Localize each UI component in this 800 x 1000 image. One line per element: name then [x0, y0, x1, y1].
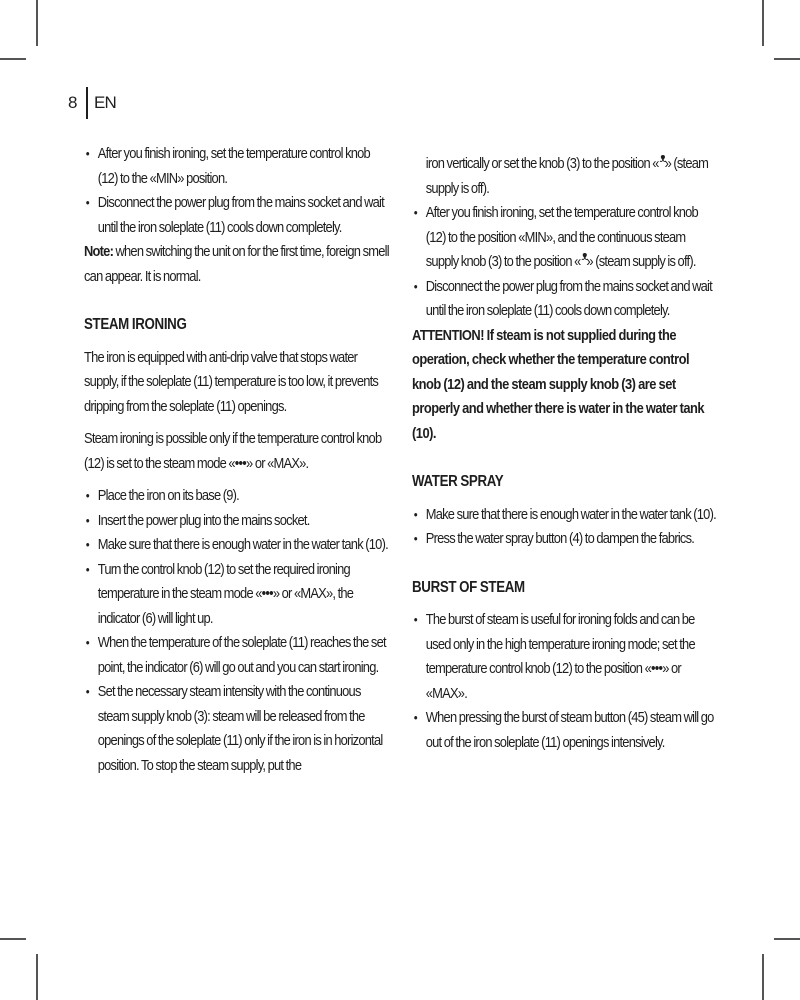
bullet-icon: •: [85, 537, 89, 552]
page-number: 8: [68, 93, 77, 112]
steam-ironing-list: [84, 484, 390, 778]
list-item: • After you finish ironing, set the temperature control knob (12) to the «MIN» position.: [84, 142, 390, 191]
crop-mark: [762, 0, 764, 46]
crop-mark: [774, 938, 800, 940]
list-item: • Make sure that there is enough water in the water tank (10).: [84, 533, 390, 558]
bullet-icon: •: [413, 506, 417, 522]
bullet-icon: •: [85, 146, 89, 161]
page-header: [68, 90, 116, 116]
right-column: [412, 152, 717, 755]
bullet-icon: •: [85, 512, 89, 528]
list-item: • When pressing the burst of steam button (45) steam will go out of the iron soleplate (11) openings intensively.: [412, 706, 717, 755]
bullet-icon: •: [413, 531, 417, 546]
finish-ironing-list: [84, 142, 390, 240]
list-item: • The burst of steam is useful for ironing folds and can be used only in the high temperature ironing mode; set the temperature control knob (12) to the position «•••» or «MAX».: [412, 608, 717, 706]
crop-mark: [36, 954, 38, 1000]
bullet-icon: •: [413, 205, 417, 220]
bullet-icon: •: [413, 278, 417, 294]
steam-off-icon: ᴥ: [659, 150, 664, 165]
bullet-icon: •: [85, 195, 89, 210]
list-item: • Turn the control knob (12) to set the required ironing temperature in the steam mode «•••» or «MAX», the indicator (6) will light up.: [84, 558, 390, 632]
crop-mark: [0, 58, 26, 60]
header-divider: [86, 87, 88, 119]
water-spray-list: [412, 503, 717, 552]
section-heading-burst-of-steam: BURST OF STEAM: [412, 578, 525, 596]
list-item: • After you finish ironing, set the temperature control knob (12) to the position «MIN», and the continuous steam supply knob (3) to the position «ᴥ» (steam supply is off).: [412, 201, 717, 275]
crop-mark: [36, 0, 38, 46]
note-paragraph: [84, 240, 390, 289]
section-heading-steam-ironing: STEAM IRONING: [84, 316, 187, 333]
note-label: Note:: [84, 243, 114, 260]
attention-warning: ATTENTION! If steam is not supplied during the operation, check whether the temperature control knob (12) and the steam supply knob (3) are set properly and whether there is water in the water tank (10).: [412, 326, 705, 442]
bullet-icon: •: [85, 561, 89, 577]
note-text: when switching the unit on for the first time, foreign smell can appear. It is normal.: [84, 243, 389, 285]
list-item: • Press the water spray button (4) to dampen the fabrics.: [412, 527, 717, 552]
bullet-icon: •: [413, 710, 417, 725]
section-heading-water-spray: WATER SPRAY: [412, 473, 504, 490]
list-item: • Disconnect the power plug from the mains socket and wait until the iron soleplate (11) cools down completely.: [412, 275, 717, 324]
bullet-icon: •: [85, 684, 89, 699]
steam-off-icon: ᴥ: [581, 248, 586, 263]
paragraph: The iron is equipped with anti-drip valve that stops water supply, if the soleplate (11) temperature is too low, it prevents dripping from the soleplate (11) openings.: [84, 348, 379, 415]
language-code: EN: [93, 93, 116, 112]
paragraph: Steam ironing is possible only if the temperature control knob (12) is set to the steam mode «•••» or «MAX».: [84, 430, 382, 472]
list-item: • When the temperature of the soleplate (11) reaches the set point, the indicator (6) will go out and you can start ironing.: [84, 631, 390, 680]
continuation-paragraph: iron vertically or set the knob (3) to the position «ᴥ» (steam supply is off).: [412, 152, 717, 201]
crop-mark: [762, 954, 764, 1000]
left-column: [84, 142, 390, 778]
bullet-icon: •: [85, 635, 89, 650]
crop-mark: [774, 58, 800, 60]
list-item: • Disconnect the power plug from the mains socket and wait until the iron soleplate (11) cools down completely.: [84, 191, 390, 240]
list-item: • Make sure that there is enough water in the water tank (10).: [412, 503, 717, 528]
crop-mark: [0, 938, 26, 940]
after-ironing-list: [412, 201, 717, 324]
burst-of-steam-list: [412, 608, 717, 755]
bullet-icon: •: [85, 488, 89, 503]
bullet-icon: •: [413, 612, 417, 627]
list-item: • Set the necessary steam intensity with the continuous steam supply knob (3): steam will be released from the openings of the soleplate (11) only if the iron is in horizontal position. To stop the steam supply, put the: [84, 680, 390, 778]
list-item: • Place the iron on its base (9).: [84, 484, 390, 509]
list-item: • Insert the power plug into the mains socket.: [84, 509, 390, 534]
